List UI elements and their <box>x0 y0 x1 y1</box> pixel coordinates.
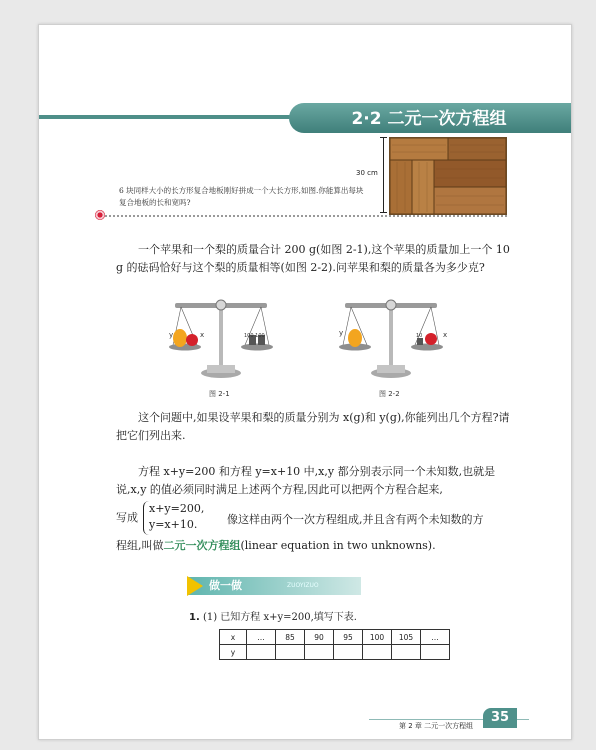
figure-2-tag-x: x <box>443 331 448 339</box>
table-row-x <box>220 630 450 645</box>
definition-lead: 程组,叫做 <box>116 539 164 552</box>
table-cell <box>421 645 450 660</box>
figure-1-tag-y: y <box>169 331 174 339</box>
activity-title: 做一做 <box>209 579 242 592</box>
figure-2-caption: 图 2-2 <box>379 390 400 398</box>
problem-paragraph: 一个苹果和一个梨的质量合计 200 g(如图 2-1),这个苹果的质量加上一个 10 g 的砝码恰好与这个梨的质量相等(如图 2-2).问苹果和梨的质量各为多少克? <box>116 243 510 274</box>
table-cell <box>247 645 276 660</box>
dotted-divider <box>97 215 507 217</box>
exercise-prompt <box>189 608 357 623</box>
figure-2-weight-label: 10 <box>416 333 423 339</box>
floor-dimension-bracket <box>383 137 384 213</box>
explanation-paragraph: 方程 x+y=200 和方程 y=x+10 中,x,y 都分别表示同一个未知数,也就是说,x,y 的值必须同时满足上述两个方程,因此可以把两个方程合起来, <box>116 465 496 496</box>
table-cell <box>276 645 305 660</box>
table-cell: y <box>220 645 247 660</box>
figure-1-caption: 图 2-1 <box>209 390 230 398</box>
figure-1-weight-label: 100 100 <box>244 333 265 339</box>
table-cell <box>392 645 421 660</box>
bullet-marker <box>95 210 105 220</box>
system-lead: 写成 <box>116 511 138 524</box>
floor-dimension-label: 30 cm <box>356 169 378 177</box>
table-cell <box>334 645 363 660</box>
xy-value-table <box>219 629 450 660</box>
wood-floor-illustration <box>389 137 507 215</box>
section-heading: 2·2 二元一次方程组 <box>351 109 507 129</box>
table-cell <box>363 645 392 660</box>
table-cell: 100 <box>363 630 392 645</box>
textbook-page <box>38 24 572 740</box>
key-term: 二元一次方程组 <box>163 539 241 552</box>
figure-1-tag-x: x <box>200 331 205 339</box>
definition-text: 像这样由两个一次方程组成,并且含有两个未知数的方 <box>227 513 484 526</box>
table-cell: x <box>220 630 247 645</box>
equation-line-2: y=x+10. <box>149 518 198 531</box>
chapter-label: 第 2 章 二元一次方程组 <box>399 722 474 730</box>
play-triangle-icon <box>187 576 203 596</box>
equation-line-1: x+y=200, <box>149 502 205 515</box>
intro-question: 6 块同样大小的长方形复合地板刚好拼成一个大长方形,如图.你能算出每块复合地板的长和宽吗? <box>119 186 364 207</box>
balance-scale-figure-2 <box>337 295 448 381</box>
definition-paragraph <box>116 537 511 555</box>
question-paragraph: 这个问题中,如果设苹果和梨的质量分别为 x(g)和 y(g),你能列出几个方程?请把它们列出来. <box>116 411 510 442</box>
table-cell: 95 <box>334 630 363 645</box>
table-row-y <box>220 645 450 660</box>
header-stripe <box>39 115 299 119</box>
term-translation: (linear equation in two unknowns). <box>240 539 436 552</box>
figure-2-tag-y: y <box>339 329 344 337</box>
page-number: 35 <box>483 708 517 728</box>
exercise-number: 1. <box>189 612 200 623</box>
activity-pinyin: ZUOYIZUO <box>287 582 319 589</box>
exercise-text: (1) 已知方程 x+y=200,填写下表. <box>202 612 357 623</box>
equation-system <box>149 501 204 533</box>
table-cell: 90 <box>305 630 334 645</box>
table-cell: … <box>421 630 450 645</box>
table-cell: 105 <box>392 630 421 645</box>
table-cell: 85 <box>276 630 305 645</box>
table-cell <box>305 645 334 660</box>
table-cell: … <box>247 630 276 645</box>
